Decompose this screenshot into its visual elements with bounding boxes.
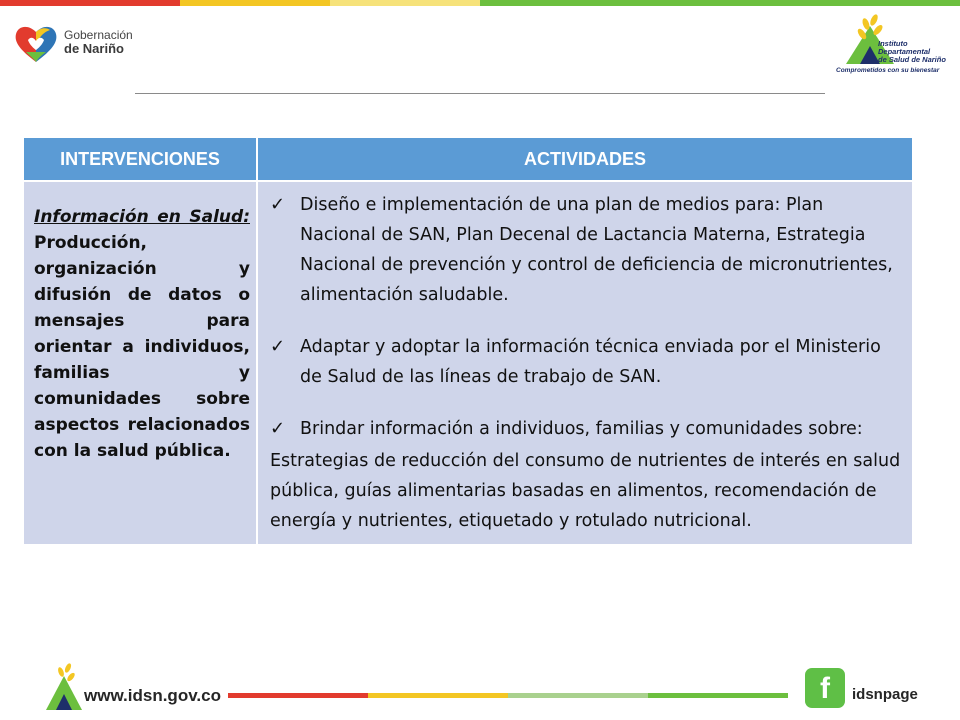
activities-cell: [257, 181, 913, 545]
idsn-line2: Departamental: [878, 47, 931, 56]
gobernacion-line2: de Nariño: [64, 41, 124, 56]
activity-text: Diseño e implementación de una plan de medios para: Plan Nacional de SAN, Plan Decenal de Lactancia Materna, Estrategia Nacional de prevención y control de deficiencia de micronutrientes, alimentación saludable.: [300, 195, 893, 305]
activity-detail: Estrategias de reducción del consumo de nutrientes de interés en salud pública, guías alimentarias basadas en alimentos, recomendación de energía y nutrientes, etiquetado y rotulado nutricional.: [270, 451, 901, 531]
idsn-line1: Instituto: [878, 39, 908, 48]
gobernacion-logo: [12, 22, 182, 66]
activity-text: Brindar información a individuos, familias y comunidades sobre:: [300, 419, 863, 439]
activity-item: [270, 332, 904, 392]
website-link[interactable]: www.idsn.gov.co: [84, 686, 221, 705]
facebook-icon[interactable]: f: [805, 668, 845, 708]
footer-color-bar: [228, 693, 788, 698]
header-interventions: INTERVENCIONES: [23, 137, 257, 181]
facebook-page-name[interactable]: idsnpage: [852, 686, 918, 703]
idsn-line3: de Salud de Nariño: [878, 55, 946, 64]
intervention-title: Información en Salud:: [34, 207, 250, 227]
table-header-row: [23, 137, 913, 181]
table-row: [23, 181, 913, 545]
gobernacion-line1: Gobernación: [64, 28, 133, 42]
checkmark-icon: ✓: [270, 194, 286, 215]
intervention-body: Producción, organización y difusión de datos o mensajes para orientar a individuos, familias y comunidades sobre aspectos relacionados con la salud pública.: [34, 233, 250, 461]
activity-text: Adaptar y adoptar la información técnica enviada por el Ministerio de Salud de las líneas de trabajo de SAN.: [300, 337, 881, 387]
idsn-slogan: Comprometidos con su bienestar: [836, 67, 940, 74]
interventions-table: [22, 136, 914, 546]
activity-item: [270, 414, 904, 444]
checkmark-icon: ✓: [270, 336, 286, 357]
header-activities: ACTIVIDADES: [257, 137, 913, 181]
activity-item: [270, 190, 904, 310]
heart-logo-icon: [12, 22, 60, 64]
intervention-cell: [23, 181, 257, 545]
footer-wheat-logo-icon: [44, 660, 84, 712]
header-divider: [135, 93, 825, 94]
idsn-logo: [832, 12, 954, 82]
top-color-bar: [0, 0, 960, 6]
checkmark-icon: ✓: [270, 418, 286, 439]
